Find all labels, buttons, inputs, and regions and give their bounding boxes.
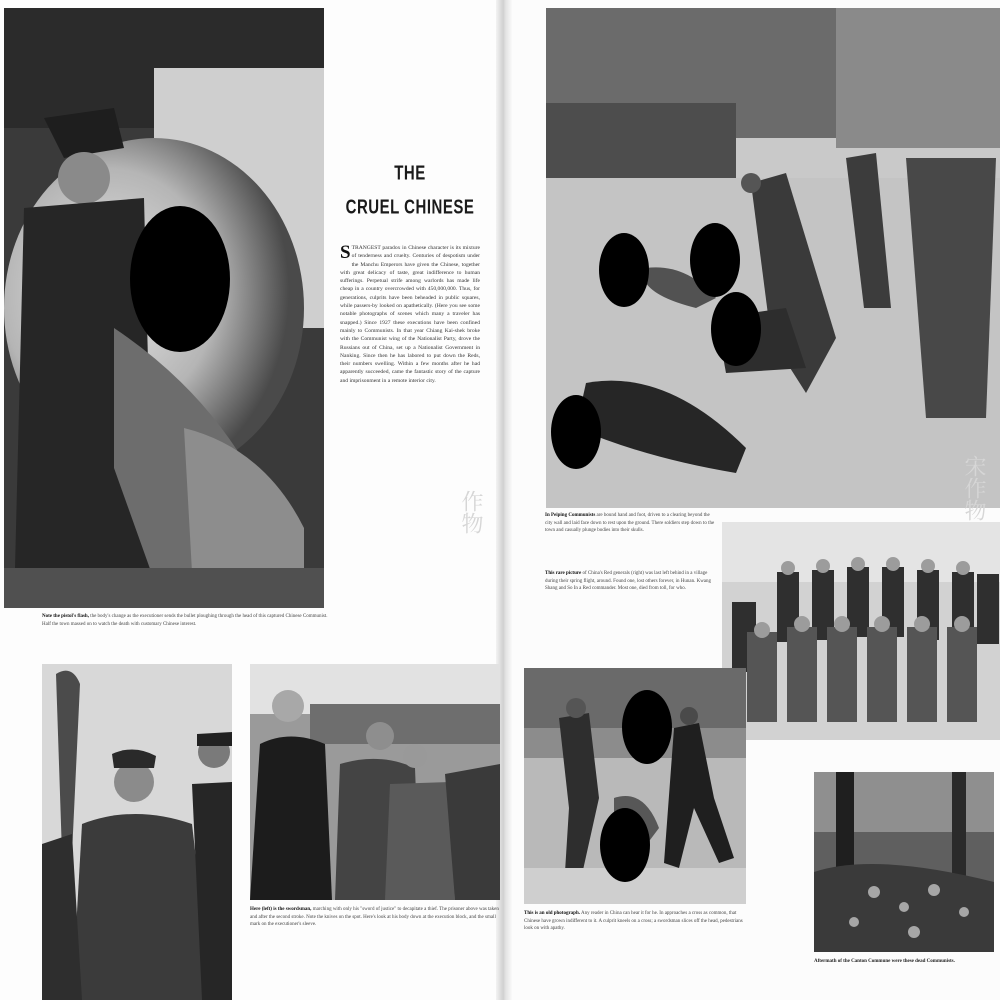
caption-peiping xyxy=(545,512,715,535)
caption-old-photograph xyxy=(524,910,746,933)
redaction-dot xyxy=(130,206,230,352)
watermark-seal: 宋作物 xyxy=(961,455,986,521)
caption-lead: In Peiping Communists xyxy=(545,513,596,518)
caption-red-generals xyxy=(545,570,715,593)
article-title: CRUEL CHINESE xyxy=(345,196,475,219)
article-body xyxy=(340,244,480,385)
caption-text: Any reader in China can hear it for he. In approaches a cross as common, that Chinese have grown indifferent to it. A culprit kneels on a cross; a swordsman slices off the head, pedestrians look on with apathy. xyxy=(524,911,743,931)
caption-canton xyxy=(814,958,994,966)
photo-canton-commune-aftermath xyxy=(814,772,994,952)
redaction-dot xyxy=(600,808,650,882)
caption-text: of China's Red generals (right) was last left behind in a village during their spring flight, around. Found one, lost others forever, in Hunan. Kwang Shang and So In a Red commander. Most one, died from toll, for who. xyxy=(545,571,712,591)
redaction-dot xyxy=(711,292,761,366)
article-title-small: THE xyxy=(394,162,426,185)
redaction-dot xyxy=(622,690,672,764)
photo-prisoners-marched xyxy=(250,664,500,900)
drop-cap: S xyxy=(340,242,351,263)
redaction-dot xyxy=(551,395,601,469)
watermark-seal: 作物 xyxy=(458,490,483,534)
caption-pistol xyxy=(42,613,328,628)
caption-lead: This is an old photograph. xyxy=(524,911,580,916)
photo-swordsman xyxy=(42,664,232,1000)
caption-swordsman xyxy=(250,906,500,929)
article-body-text: TRANGEST paradox in Chinese character is its mixture of tenderness and cruelty. Centuries of despotism under the Manchu Emperors have given the Chinese, together with great delicacy of taste, great indifference to human sufferings. Perpetual strife among warlords has made life cheap in a country overcrowded with 450,000,000. Thus, for generations, culprits have been beheaded in public squares, while passers-by looked on apathetically. (Here you see some notable photographs of scenes which many a traveler has snapped.) Since 1927 these executions have been confined mainly to Communists. In that year Chiang Kai-shek broke with the Communist wing of the Nationalist Party, drove the Russians out of China, set up a Nationalist Government in Nanking. Since then he has labored to put down the Reds, their numbers swelling. Within a few months after he had apparently succeeded, came the fantastic story of the capture and imprisonment in a remote interior city. xyxy=(340,245,480,384)
caption-lead: Here (left) is the swordsman, xyxy=(250,907,312,912)
photo-red-generals xyxy=(722,522,1000,740)
caption-text-2: were these dead Communists. xyxy=(891,959,955,964)
redaction-dot xyxy=(690,223,740,297)
caption-lead: Note the pistol's flash, xyxy=(42,614,89,619)
caption-text: are bound hand and foot, driven to a clearing beyond the city wall and laid face down to rest upon the ground. There soldiers step down to the town and casually plunge bodies into their skulls. xyxy=(545,513,715,533)
caption-text: the body's change as the executioner sends the bullet ploughing through the head of this captured Chinese Communist. Half the town massed on to watch the death with customary Chinese interest. xyxy=(42,614,328,627)
caption-lead: This rare picture xyxy=(545,571,582,576)
caption-text: Aftermath of the Canton Commune xyxy=(814,959,891,964)
caption-text: marching with only his "sword of justice" to decapitate a thief. The prisoner above was taken and after the second stroke. Note the knives on the spot. Here's look at his body down at the execution block, and the small mark on the executioner's sleeve. xyxy=(250,907,499,927)
redaction-dot xyxy=(599,233,649,307)
